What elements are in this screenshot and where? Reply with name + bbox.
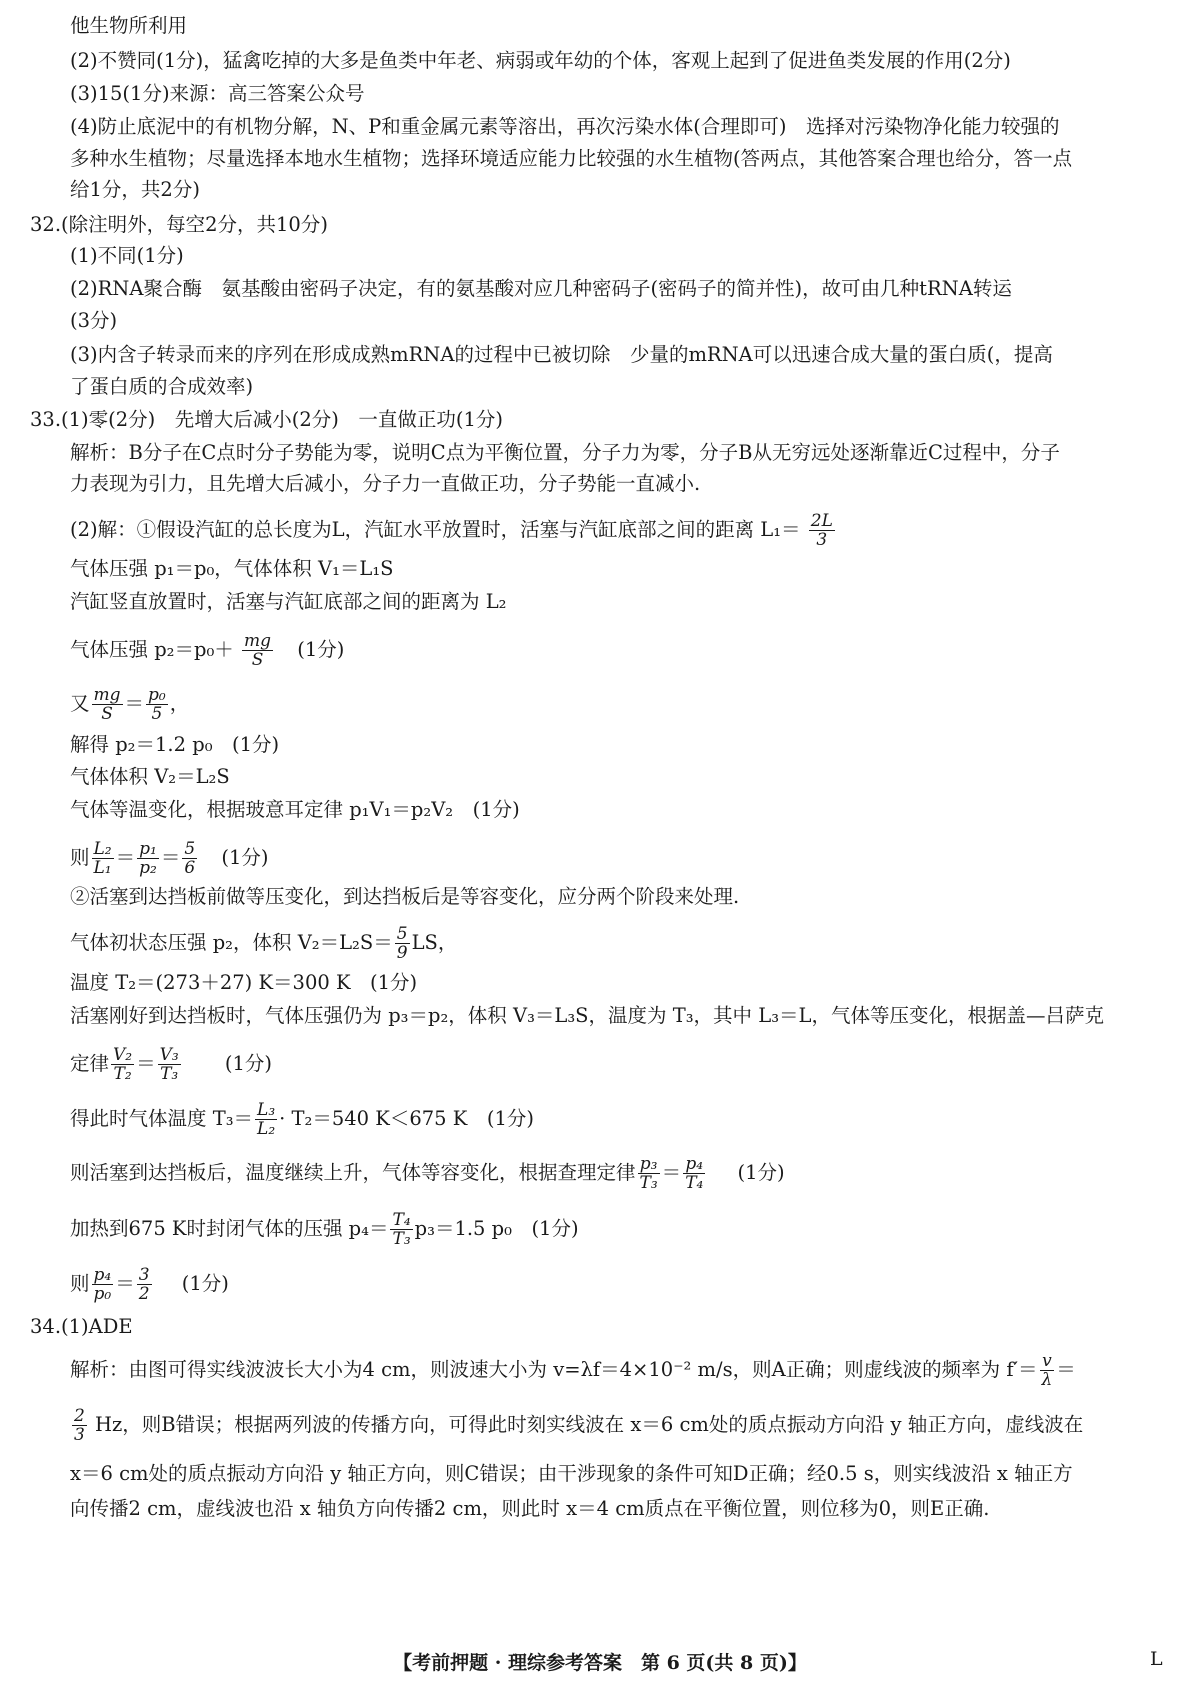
fraction-denominator: 3	[809, 530, 835, 549]
fraction-denominator: S	[92, 704, 123, 723]
formula-text: ＝	[124, 692, 145, 715]
formula-text: 又	[70, 692, 90, 715]
formula-text: 则活塞到达挡板后，温度继续上升，气体等容变化，根据查理定律	[70, 1161, 636, 1184]
formula-text: Hz，则B错误；根据两列波的传播方向，可得此时刻实线波在 x＝6 cm处的质点振动方向沿 y 轴正方向，虚线波在	[95, 1413, 1084, 1436]
fraction-numerator: p₁	[139, 839, 157, 859]
score-note: (1分)	[297, 638, 345, 661]
text-line: (3)15(1分)来源：高三答案公众号	[70, 82, 365, 105]
fraction	[182, 840, 197, 877]
fraction	[111, 1046, 134, 1083]
text-line: (3分)	[70, 309, 118, 332]
formula-line	[70, 632, 344, 669]
fraction	[137, 1266, 152, 1303]
text-line: 了蛋白质的合成效率)	[70, 375, 254, 398]
text-line: 汽缸竖直放置时，活塞与汽缸底部之间的距离为 L₂	[70, 590, 507, 613]
formula-line	[70, 1101, 534, 1138]
corner-mark: L	[1150, 1648, 1163, 1670]
fraction	[255, 1101, 277, 1138]
fraction-denominator: L₁	[93, 858, 112, 878]
formula-line	[70, 840, 269, 877]
formula-text: 则	[70, 846, 90, 869]
fraction	[395, 925, 410, 962]
formula-text: p₃＝1.5 p₀ (1分)	[414, 1217, 579, 1240]
score-note: (1分)	[181, 1272, 229, 1295]
fraction-numerator: 2	[74, 1406, 85, 1426]
fraction-numerator: mg	[93, 685, 121, 705]
formula-line	[70, 1352, 1076, 1389]
fraction	[92, 686, 123, 723]
formula-text: ，	[169, 692, 190, 715]
fraction-numerator: T₄	[392, 1210, 411, 1230]
question-32-heading: 32.(除注明外，每空2分，共10分)	[30, 213, 328, 236]
fraction	[242, 632, 273, 669]
fraction-numerator: mg	[244, 631, 272, 651]
fraction-denominator: T₄	[685, 1173, 704, 1193]
score-note: (1分)	[737, 1161, 785, 1184]
formula-line	[70, 925, 457, 962]
fraction-denominator: 5	[146, 704, 168, 723]
score-note: (1分)	[221, 846, 269, 869]
formula-line	[70, 1046, 272, 1083]
formula-text: 加热到675 K时封闭气体的压强 p₄＝	[70, 1217, 389, 1240]
formula-text: ＝	[136, 1052, 156, 1075]
fraction-denominator: 9	[396, 943, 408, 963]
fraction-numerator: p₀	[148, 685, 166, 705]
text-line: 气体等温变化，根据玻意耳定律 p₁V₁＝p₂V₂ (1分)	[70, 798, 520, 821]
formula-text: 得此时气体温度 T₃＝	[70, 1107, 254, 1130]
fraction-numerator: 5	[184, 839, 196, 859]
fraction-numerator: v	[1042, 1351, 1052, 1371]
fraction-denominator: T₂	[111, 1064, 134, 1083]
fraction-denominator: 6	[184, 858, 196, 878]
formula-text: 则	[70, 1272, 90, 1295]
formula-text: ＝	[661, 1161, 682, 1184]
formula-line	[70, 686, 189, 723]
formula-text: · T₂＝540 K＜675 K (1分)	[279, 1107, 534, 1130]
fraction-denominator: S	[242, 650, 273, 669]
formula-text: ＝	[115, 1272, 135, 1295]
formula-text: ＝	[160, 846, 181, 869]
formula-text: (2)解：①假设汽缸的总长度为L，汽缸水平放置时，活塞与汽缸底部之间的距离 L₁＝	[70, 518, 801, 541]
formula-text: ＝	[1056, 1358, 1076, 1381]
text-line: x＝6 cm处的质点振动方向沿 y 轴正方向，则C错误；由干涉现象的条件可知D正确；经0.5 s，则实线波沿 x 轴正方	[70, 1462, 1073, 1485]
text-line: 给1分，共2分)	[70, 178, 200, 201]
fraction	[638, 1155, 660, 1192]
formula-line	[70, 1407, 1083, 1444]
text-line: (2)不赞同(1分)，猛禽吃掉的大多是鱼类中年老、病弱或年幼的个体，客观上起到了促进鱼类发展的作用(2分)	[70, 49, 1011, 72]
fraction-numerator: V₃	[159, 1045, 179, 1065]
fraction-denominator: T₃	[158, 1064, 181, 1083]
text-line: 解得 p₂＝1.2 p₀ (1分)	[70, 733, 280, 756]
fraction-numerator: p₄	[93, 1265, 112, 1285]
fraction-numerator: V₂	[113, 1045, 133, 1065]
fraction	[92, 1266, 114, 1303]
fraction	[146, 686, 168, 723]
fraction-denominator: λ	[1041, 1370, 1053, 1390]
fraction-denominator: 3	[74, 1425, 85, 1445]
text-line: 力表现为引力，且先增大后减小，分子力一直做正功，分子势能一直减小.	[70, 472, 701, 495]
fraction	[72, 1407, 87, 1444]
text-line: (1)不同(1分)	[70, 244, 184, 267]
fraction-numerator: 5	[396, 924, 408, 944]
formula-line	[70, 1155, 785, 1192]
fraction-numerator: 2L	[810, 511, 833, 531]
formula-text: 解析：由图可得实线波波长大小为4 cm，则波速大小为 v=λf＝4×10⁻² m/s，则A正确；则虚线波的频率为 f′＝	[70, 1358, 1038, 1381]
text-line: (4)防止底泥中的有机物分解，N、P和重金属元素等溶出，再次污染水体(合理即可) 选择对污染物净化能力较强的	[70, 115, 1060, 138]
text-line: 向传播2 cm，虚线波也沿 x 轴负方向传播2 cm，则此时 x＝4 cm质点在平衡位置，则位移为0，则E正确.	[70, 1497, 990, 1520]
fraction-numerator: 3	[138, 1265, 150, 1285]
formula-text: LS，	[411, 931, 458, 954]
text-line: 温度 T₂＝(273＋27) K＝300 K (1分)	[70, 971, 418, 994]
formula-text: 气体压强 p₂＝p₀＋	[70, 638, 234, 661]
formula-text: 气体初状态压强 p₂，体积 V₂＝L₂S＝	[70, 931, 393, 954]
text-line: 多种水生植物；尽量选择本地水生植物；选择环境适应能力比较强的水生植物(答两点，其他答案合理也给分，答一点	[70, 147, 1073, 170]
text-line: 气体体积 V₂＝L₂S	[70, 765, 230, 788]
fraction-denominator: p₂	[139, 858, 157, 878]
fraction-numerator: p₄	[685, 1154, 704, 1174]
fraction	[137, 840, 159, 877]
fraction	[390, 1211, 412, 1248]
question-33-heading: 33.(1)零(2分) 先增大后减小(2分) 一直做正功(1分)	[30, 408, 503, 431]
fraction-denominator: T₃	[392, 1229, 411, 1249]
fraction	[92, 840, 114, 877]
fraction-denominator: T₃	[639, 1173, 658, 1193]
text-line: (3)内含子转录而来的序列在形成成熟mRNA的过程中已被切除 少量的mRNA可以迅速合成大量的蛋白质(，提高	[70, 343, 1053, 366]
formula-text: ＝	[115, 846, 136, 869]
score-note: (1分)	[224, 1052, 273, 1075]
text-line: (2)RNA聚合酶 氨基酸由密码子决定，有的氨基酸对应几种密码子(密码子的简并性)，故可由几种tRNA转运	[70, 277, 1012, 300]
fraction-numerator: L₃	[257, 1100, 276, 1120]
fraction	[683, 1155, 705, 1192]
text-line: 活塞刚好到达挡板时，气体压强仍为 p₃＝p₂，体积 V₃＝L₃S，温度为 T₃，其中 L₃＝L，气体等压变化，根据盖—吕萨克	[70, 1004, 1104, 1027]
text-line: ②活塞到达挡板前做等压变化，到达挡板后是等容变化，应分两个阶段来处理.	[70, 885, 740, 908]
page-footer: 【考前押题 · 理综参考答案 第 6 页(共 8 页)】	[393, 1652, 807, 1674]
fraction-denominator: L₂	[257, 1119, 276, 1139]
fraction-numerator: L₂	[93, 839, 112, 859]
formula-text: 定律	[70, 1052, 110, 1075]
formula-line	[70, 1211, 579, 1248]
text-line: 解析：B分子在C点时分子势能为零，说明C点为平衡位置，分子力为零，分子B从无穷远处逐渐靠近C过程中，分子	[70, 441, 1060, 464]
question-34-heading: 34.(1)ADE	[30, 1315, 133, 1338]
formula-line	[70, 1266, 229, 1303]
text-line: 气体压强 p₁＝p₀，气体体积 V₁＝L₁S	[70, 557, 394, 580]
text-line: 他生物所利用	[70, 14, 188, 37]
fraction	[809, 512, 835, 549]
fraction	[1040, 1352, 1055, 1389]
fraction-numerator: p₃	[639, 1154, 658, 1174]
fraction-denominator: 2	[138, 1284, 150, 1304]
fraction	[158, 1046, 181, 1083]
formula-line	[70, 512, 837, 549]
fraction-denominator: p₀	[93, 1284, 112, 1304]
